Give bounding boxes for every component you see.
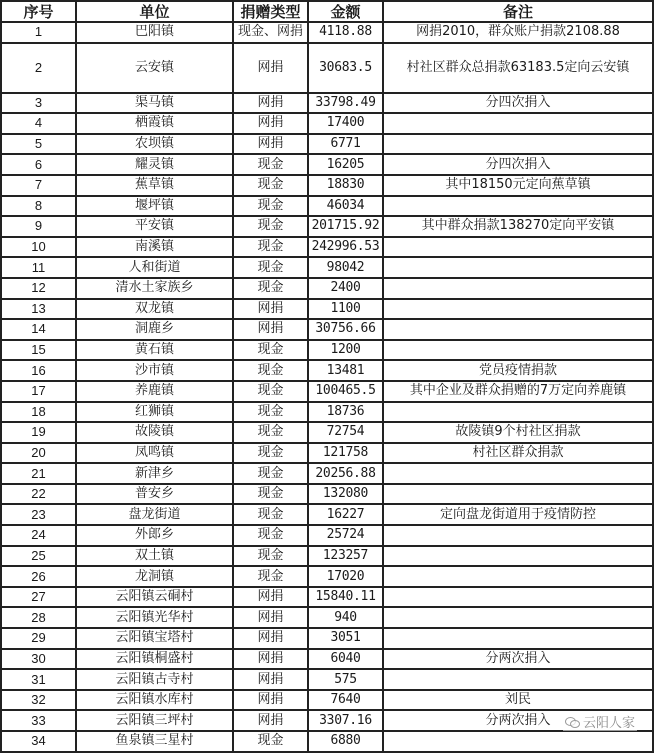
cell-note: 村社区群众捐款 (383, 443, 653, 464)
cell-type: 现金 (233, 381, 308, 402)
cell-amount: 16227 (308, 504, 383, 525)
cell-note (383, 587, 653, 608)
cell-unit: 堰坪镇 (76, 196, 233, 217)
cell-amount: 123257 (308, 546, 383, 567)
cell-type: 现金、网捐 (233, 22, 308, 43)
cell-unit: 清水土家族乡 (76, 278, 233, 299)
cell-index: 28 (1, 607, 76, 628)
table-row (1, 113, 653, 134)
cell-amount: 6771 (308, 134, 383, 155)
cell-note (383, 546, 653, 567)
cell-amount: 132080 (308, 484, 383, 505)
cell-unit: 栖霞镇 (76, 113, 233, 134)
table-row (1, 257, 653, 278)
cell-index: 1 (1, 22, 76, 43)
table-row (1, 360, 653, 381)
table-row (1, 628, 653, 649)
table-row (1, 340, 653, 361)
cell-type: 现金 (233, 402, 308, 423)
cell-amount: 575 (308, 669, 383, 690)
cell-note (383, 319, 653, 340)
table-row (1, 299, 653, 320)
cell-amount: 1200 (308, 340, 383, 361)
cell-unit: 农坝镇 (76, 134, 233, 155)
cell-type: 网捐 (233, 43, 308, 93)
table-row (1, 43, 653, 93)
cell-index: 25 (1, 546, 76, 567)
cell-note: 村社区群众总捐款63183.5定向云安镇 (383, 43, 653, 93)
cell-note (383, 299, 653, 320)
wechat-icon (565, 716, 579, 728)
cell-type: 现金 (233, 463, 308, 484)
cell-unit: 双土镇 (76, 546, 233, 567)
cell-index: 5 (1, 134, 76, 155)
cell-index: 26 (1, 566, 76, 587)
table-row (1, 422, 653, 443)
cell-type: 网捐 (233, 628, 308, 649)
cell-unit: 渠马镇 (76, 93, 233, 114)
cell-amount: 6040 (308, 649, 383, 670)
cell-type: 现金 (233, 216, 308, 237)
cell-unit: 平安镇 (76, 216, 233, 237)
table-row (1, 710, 653, 731)
cell-note: 分四次捐入 (383, 154, 653, 175)
table-row (1, 175, 653, 196)
cell-amount: 17020 (308, 566, 383, 587)
table-row (1, 22, 653, 43)
cell-amount: 20256.88 (308, 463, 383, 484)
cell-index: 17 (1, 381, 76, 402)
cell-note: 分四次捐入 (383, 93, 653, 114)
table-row (1, 381, 653, 402)
cell-unit: 云安镇 (76, 43, 233, 93)
cell-note: 网捐2010，群众账户捐款2108.88 (383, 22, 653, 43)
table-row (1, 154, 653, 175)
cell-unit: 云阳镇古寺村 (76, 669, 233, 690)
cell-amount: 15840.11 (308, 587, 383, 608)
cell-unit: 云阳镇三坪村 (76, 710, 233, 731)
cell-amount: 18736 (308, 402, 383, 423)
cell-note (383, 113, 653, 134)
cell-type: 现金 (233, 360, 308, 381)
header-type: 捐赠类型 (233, 1, 308, 22)
cell-note (383, 237, 653, 258)
cell-note (383, 628, 653, 649)
table-row (1, 237, 653, 258)
cell-note: 其中18150元定向蕉草镇 (383, 175, 653, 196)
cell-unit: 双龙镇 (76, 299, 233, 320)
cell-note: 故陵镇9个村社区捐款 (383, 422, 653, 443)
cell-index: 22 (1, 484, 76, 505)
cell-type: 现金 (233, 257, 308, 278)
table-row (1, 731, 653, 752)
table-body (1, 22, 653, 752)
table-row (1, 504, 653, 525)
cell-index: 16 (1, 360, 76, 381)
cell-unit: 外郎乡 (76, 525, 233, 546)
cell-index: 15 (1, 340, 76, 361)
cell-type: 网捐 (233, 669, 308, 690)
header-unit: 单位 (76, 1, 233, 22)
cell-note (383, 278, 653, 299)
cell-amount: 18830 (308, 175, 383, 196)
cell-index: 19 (1, 422, 76, 443)
cell-unit: 养鹿镇 (76, 381, 233, 402)
cell-index: 3 (1, 93, 76, 114)
cell-unit: 蕉草镇 (76, 175, 233, 196)
cell-type: 网捐 (233, 134, 308, 155)
header-row (1, 1, 653, 22)
cell-type: 现金 (233, 340, 308, 361)
table-row (1, 93, 653, 114)
cell-amount: 13481 (308, 360, 383, 381)
cell-amount: 30756.66 (308, 319, 383, 340)
cell-index: 33 (1, 710, 76, 731)
cell-index: 12 (1, 278, 76, 299)
cell-type: 网捐 (233, 587, 308, 608)
cell-amount: 1100 (308, 299, 383, 320)
header-note: 备注 (383, 1, 653, 22)
cell-unit: 龙洞镇 (76, 566, 233, 587)
table-row (1, 216, 653, 237)
header-index: 序号 (1, 1, 76, 22)
cell-amount: 100465.5 (308, 381, 383, 402)
cell-unit: 云阳镇云硐村 (76, 587, 233, 608)
cell-index: 20 (1, 443, 76, 464)
table-row (1, 278, 653, 299)
cell-type: 现金 (233, 196, 308, 217)
cell-unit: 红狮镇 (76, 402, 233, 423)
cell-note (383, 669, 653, 690)
cell-type: 现金 (233, 525, 308, 546)
cell-note (383, 731, 653, 752)
cell-amount: 25724 (308, 525, 383, 546)
cell-note: 其中企业及群众捐赠的7万定向养鹿镇 (383, 381, 653, 402)
table-row (1, 196, 653, 217)
cell-amount: 33798.49 (308, 93, 383, 114)
cell-index: 31 (1, 669, 76, 690)
cell-note (383, 134, 653, 155)
table-row (1, 587, 653, 608)
cell-note (383, 566, 653, 587)
cell-note: 刘民 (383, 690, 653, 711)
cell-type: 网捐 (233, 113, 308, 134)
cell-type: 网捐 (233, 649, 308, 670)
cell-index: 32 (1, 690, 76, 711)
cell-type: 网捐 (233, 710, 308, 731)
cell-index: 30 (1, 649, 76, 670)
table-row (1, 484, 653, 505)
cell-note (383, 525, 653, 546)
cell-type: 网捐 (233, 299, 308, 320)
cell-type: 网捐 (233, 319, 308, 340)
table-row (1, 319, 653, 340)
cell-index: 4 (1, 113, 76, 134)
cell-note: 分两次捐入 (383, 710, 653, 731)
cell-note (383, 463, 653, 484)
cell-unit: 洞鹿乡 (76, 319, 233, 340)
cell-type: 网捐 (233, 93, 308, 114)
cell-note (383, 402, 653, 423)
cell-type: 现金 (233, 484, 308, 505)
cell-type: 现金 (233, 546, 308, 567)
cell-type: 现金 (233, 278, 308, 299)
cell-amount: 98042 (308, 257, 383, 278)
cell-unit: 盘龙街道 (76, 504, 233, 525)
cell-amount: 4118.88 (308, 22, 383, 43)
cell-unit: 云阳镇水库村 (76, 690, 233, 711)
cell-unit: 耀灵镇 (76, 154, 233, 175)
watermark (563, 712, 637, 731)
cell-unit: 云阳镇宝塔村 (76, 628, 233, 649)
cell-type: 现金 (233, 175, 308, 196)
cell-index: 27 (1, 587, 76, 608)
cell-index: 9 (1, 216, 76, 237)
cell-unit: 云阳镇桐盛村 (76, 649, 233, 670)
cell-index: 23 (1, 504, 76, 525)
cell-amount: 7640 (308, 690, 383, 711)
cell-index: 18 (1, 402, 76, 423)
cell-type: 现金 (233, 154, 308, 175)
cell-index: 13 (1, 299, 76, 320)
cell-index: 7 (1, 175, 76, 196)
cell-note (383, 484, 653, 505)
cell-unit: 故陵镇 (76, 422, 233, 443)
cell-note (383, 196, 653, 217)
cell-index: 6 (1, 154, 76, 175)
cell-amount: 17400 (308, 113, 383, 134)
cell-amount: 2400 (308, 278, 383, 299)
cell-unit: 巴阳镇 (76, 22, 233, 43)
cell-note: 其中群众捐款138270定向平安镇 (383, 216, 653, 237)
cell-unit: 凤鸣镇 (76, 443, 233, 464)
table-row (1, 669, 653, 690)
cell-note (383, 340, 653, 361)
cell-note: 定向盘龙街道用于疫情防控 (383, 504, 653, 525)
cell-index: 10 (1, 237, 76, 258)
table-row (1, 566, 653, 587)
cell-type: 现金 (233, 504, 308, 525)
cell-amount: 121758 (308, 443, 383, 464)
table-row (1, 525, 653, 546)
cell-unit: 沙市镇 (76, 360, 233, 381)
watermark-text: 云阳人家 (583, 716, 636, 731)
cell-type: 现金 (233, 422, 308, 443)
table-row (1, 463, 653, 484)
cell-unit: 普安乡 (76, 484, 233, 505)
cell-type: 现金 (233, 237, 308, 258)
cell-index: 34 (1, 731, 76, 752)
cell-unit: 南溪镇 (76, 237, 233, 258)
cell-amount: 16205 (308, 154, 383, 175)
cell-amount: 6880 (308, 731, 383, 752)
cell-index: 2 (1, 43, 76, 93)
cell-unit: 黄石镇 (76, 340, 233, 361)
cell-unit: 人和街道 (76, 257, 233, 278)
cell-index: 8 (1, 196, 76, 217)
cell-note (383, 607, 653, 628)
cell-amount: 72754 (308, 422, 383, 443)
table-row (1, 134, 653, 155)
cell-amount: 242996.53 (308, 237, 383, 258)
cell-amount: 3307.16 (308, 710, 383, 731)
cell-type: 网捐 (233, 690, 308, 711)
cell-index: 11 (1, 257, 76, 278)
table-row (1, 607, 653, 628)
cell-type: 网捐 (233, 607, 308, 628)
table-row (1, 546, 653, 567)
cell-index: 24 (1, 525, 76, 546)
cell-amount: 3051 (308, 628, 383, 649)
cell-amount: 30683.5 (308, 43, 383, 93)
cell-type: 现金 (233, 566, 308, 587)
cell-index: 14 (1, 319, 76, 340)
table-row (1, 649, 653, 670)
cell-unit: 云阳镇光华村 (76, 607, 233, 628)
cell-amount: 201715.92 (308, 216, 383, 237)
cell-note: 党员疫情捐款 (383, 360, 653, 381)
cell-index: 29 (1, 628, 76, 649)
cell-unit: 新津乡 (76, 463, 233, 484)
header-amount: 金额 (308, 1, 383, 22)
cell-type: 现金 (233, 731, 308, 752)
cell-amount: 46034 (308, 196, 383, 217)
cell-unit: 鱼泉镇三星村 (76, 731, 233, 752)
cell-index: 21 (1, 463, 76, 484)
cell-note (383, 257, 653, 278)
table-row (1, 690, 653, 711)
table-row (1, 402, 653, 423)
cell-amount: 940 (308, 607, 383, 628)
table-row (1, 443, 653, 464)
cell-type: 现金 (233, 443, 308, 464)
cell-note: 分两次捐入 (383, 649, 653, 670)
